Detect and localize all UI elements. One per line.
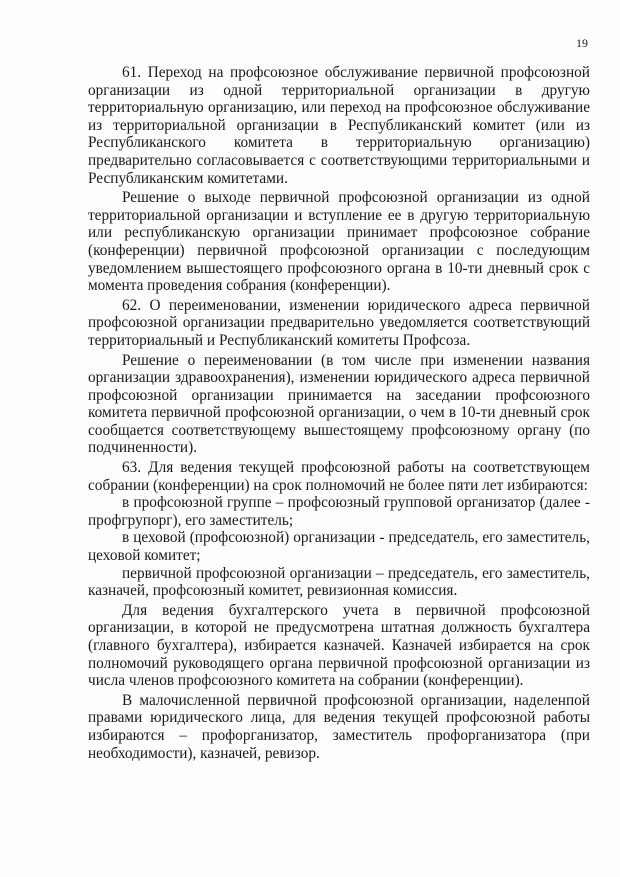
paragraph-62-decision: Решение о переименовании (в том числе при изменении названия организации здравоохранения), изменении юридического адреса первичной профсоюзной организации принимается на заседании профсоюзного комитета первичной профсоюзной организации, о чем в 10-ти дневный срок сообщается соответствующему вышестоящему профсоюзному органу (по подчиненности). xyxy=(88,351,590,457)
paragraph-63-group: в профсоюзной группе – профсоюзный групповой организатор (далее - профгрупорг), его заместитель; xyxy=(88,494,590,529)
paragraph-61-decision: Решение о выходе первичной профсоюзной организации из одной территориальной организации и вступление ее в другую территориальную или республиканскую организации принимает профсоюзное собрание (конференции) первичной профсоюзной организации с последующим уведомлением вышестоящего профсоюзного органа в 10-ти дневный срок с момента проведения собрания (конференции). xyxy=(88,189,590,295)
paragraph-63-primary: первичной профсоюзной организации – председатель, его заместитель, казначей, профсоюзный комитет, ревизионная комиссия. xyxy=(88,564,590,600)
paragraph-63-treasurer: Для ведения бухгалтерского учета в первичной профсоюзной организации, в которой не предусмотрена штатная должность бухгалтера (главного бухгалтера), избирается казначей. Казначей избирается на срок полномочий руководящего органа первичной профсоюзной организации из числа членов профсоюзного комитета на собрании (конференции). xyxy=(88,601,590,690)
paragraph-63-small-org: В малочисленной первичной профсоюзной организации, наделенпой правами юридического лица, для ведения текущей профсоюзной работы избираются – профорганизатор, заместитель профорганизатора (при необходимости), казначей, ревизор. xyxy=(88,691,590,762)
paragraph-63-shop: в цеховой (профсоюзной) организации - председатель, его заместитель, цеховой комитет; xyxy=(88,529,590,565)
paragraph-63: 63. Для ведения текущей профсоюзной работы на соответствующем собрании (конференции) на срок полномочий не более пяти лет избираются: xyxy=(88,459,590,494)
document-body xyxy=(88,64,590,764)
paragraph-62: 62. О переименовании, изменении юридического адреса первичной профсоюзной организации предварительно уведомляется соответствующий территориальный и Республиканский комитеты Профсоза. xyxy=(88,296,590,349)
page-number: 19 xyxy=(576,36,588,50)
paragraph-61: 61. Переход на профсоюзное обслуживание первичной профсоюзной организации из одной территориальной организации в другую территориальную организацию, или переход на профсоюзное обслуживание из территориальной организации в Республиканский комитет (или из Республиканского комитета в территориальную организацию) предварительно согласовывается с соответствующими территориальными и Республиканским комитетами. xyxy=(88,64,590,187)
